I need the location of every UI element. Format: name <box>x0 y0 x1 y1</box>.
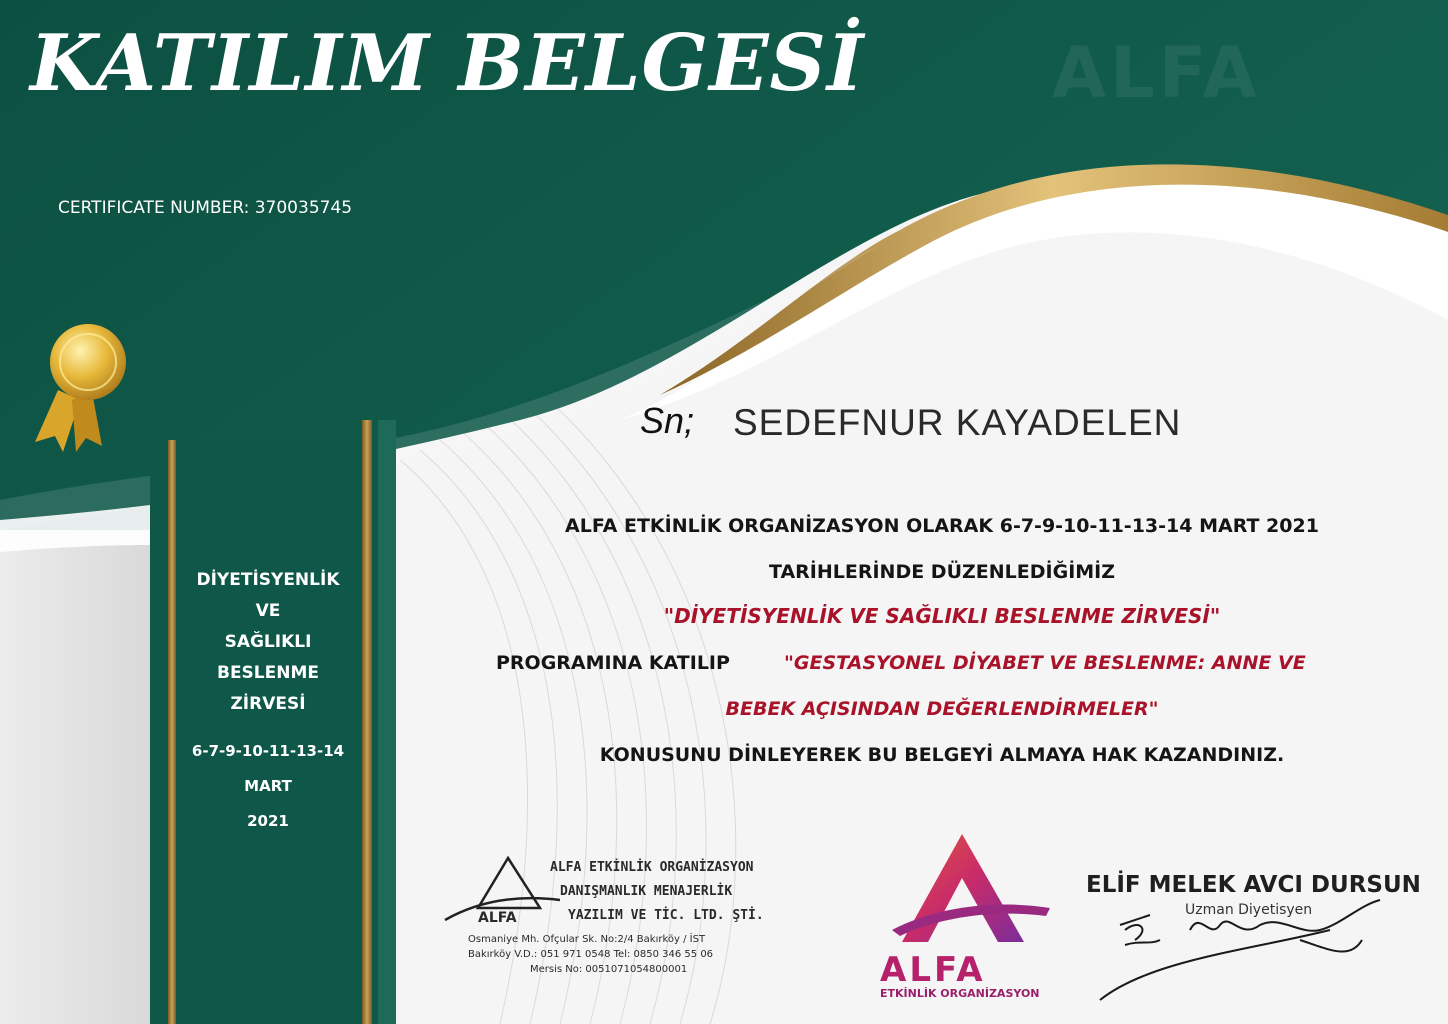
body-line-2: TARİHLERİNDE DÜZENLEDİĞİMİZ <box>768 561 1116 583</box>
body-line-1: ALFA ETKİNLİK ORGANİZASYON OLARAK 6-7-9-10-11-13-14 MART 2021 <box>565 515 1319 537</box>
body-line-6: KONUSUNU DİNLEYEREK BU BELGEYİ ALMAYA HAK KAZANDINIZ. <box>599 744 1285 766</box>
salutation: Sn; <box>640 400 695 441</box>
sidebar-dates: 6-7-9-10-11-13-14 <box>191 742 345 760</box>
stamp-line-3: YAZILIM VE TİC. LTD. ŞTİ. <box>568 908 764 923</box>
sidebar-line-2: VE <box>255 601 281 621</box>
certificate-number: CERTIFICATE NUMBER: 370035745 <box>58 198 353 218</box>
stamp-line-4: Osmaniye Mh. Ofçular Sk. No:2/4 Bakırköy / İST <box>468 934 706 945</box>
stamp-line-6: Mersis No: 0051071054800001 <box>530 964 688 975</box>
topic-part-2: BEBEK AÇISINDAN DEĞERLENDİRMELER" <box>725 698 1159 720</box>
body-line-4-prefix: PROGRAMINA KATILIP <box>496 652 730 674</box>
recipient-name: SEDEFNUR KAYADELEN <box>733 402 1182 443</box>
sidebar-line-4: BESLENME <box>216 663 320 683</box>
signer-name: ELİF MELEK AVCI DURSUN <box>1086 872 1421 898</box>
sidebar-month: MART <box>244 777 292 795</box>
stamp-line-5: Bakırköy V.D.: 051 971 0548 Tel: 0850 346 55 06 <box>468 949 714 960</box>
event-name: "DİYETİSYENLİK VE SAĞLIKLI BESLENME ZİRVESİ" <box>663 604 1221 628</box>
stamp-line-2: DANIŞMANLIK MENAJERLİK <box>560 884 733 899</box>
sidebar-line-5: ZİRVESİ <box>230 694 306 714</box>
brand-watermark: ALFA <box>1052 32 1261 114</box>
stamp-line-1: ALFA ETKİNLİK ORGANİZASYON <box>550 860 754 875</box>
sidebar-line-1: DİYETİSYENLİK <box>196 570 340 590</box>
sidebar-year: 2021 <box>247 812 289 830</box>
alfa-logo-text: ALFA <box>880 950 986 990</box>
certificate-title: KATILIM BELGESİ <box>30 18 865 109</box>
company-stamp <box>450 850 820 990</box>
stamp-logo-text: ALFA <box>478 910 517 926</box>
topic-part-1: "GESTASYONEL DİYABET VE BESLENME: ANNE VE <box>784 652 1306 674</box>
alfa-logo-subtitle: ETKİNLİK ORGANİZASYON <box>880 987 1040 1000</box>
signer-title: Uzman Diyetisyen <box>1185 902 1313 918</box>
sidebar-line-3: SAĞLIKLI <box>224 632 312 652</box>
